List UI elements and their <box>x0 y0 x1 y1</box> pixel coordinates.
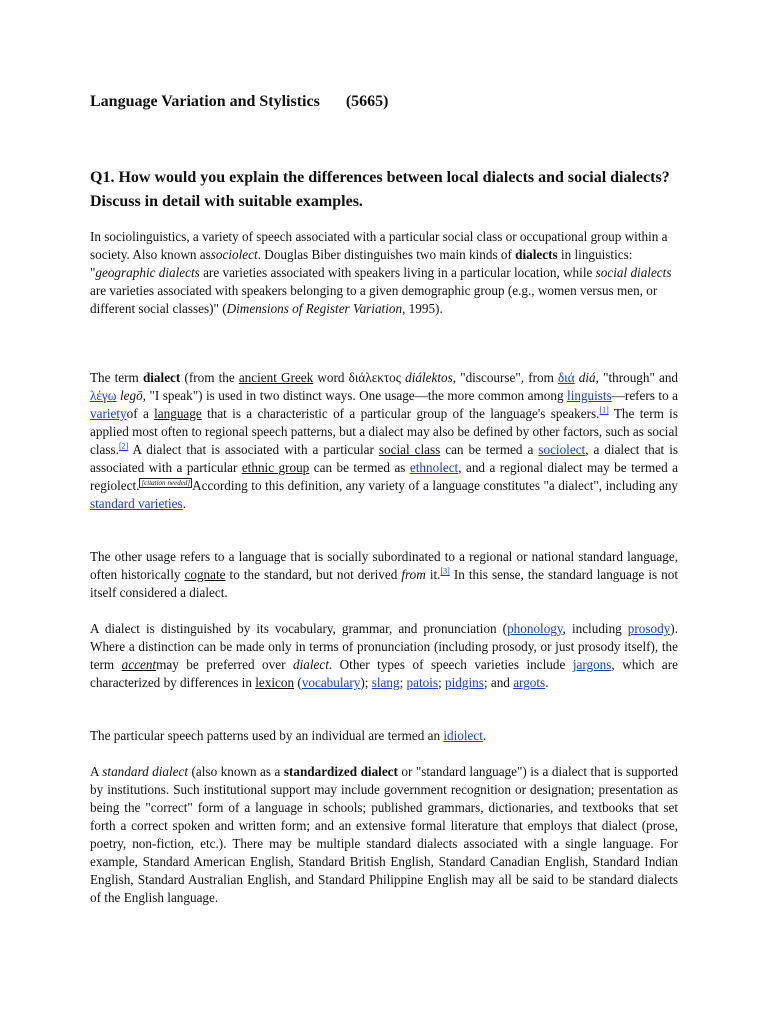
text: The term <box>90 370 143 385</box>
text: The other usage refers to a language that is socially subordinated to a regional or national standard language, often historically <box>90 549 678 582</box>
transliteration: legō <box>119 388 143 403</box>
text: A dialect is distinguished by its vocabulary, grammar, and pronunciation ( <box>90 621 508 636</box>
ethnic-group-link[interactable]: ethnic group <box>241 460 310 475</box>
text: or "standard language") is a dialect that is supported by institutions. Such institutional support may include government recognition or designation; presentation as being the "correct" form of a language in schools; published grammars, dictionaries, and textbooks that set forth a correct spoken and written form; and an extensive formal literature that employs that dialect (prose, poetry, non-fiction, etc.). There may be multiple standard dialects associated with a single language. For example, Standard American English, Standard British English, Standard Canadian English, Standard Indian English, Standard Australian English, and Standard Philippine English may all be said to be standard dialects of the English language. <box>90 764 679 905</box>
sociolect-link[interactable]: sociolect <box>538 442 586 457</box>
paragraph-dialect-definition <box>90 369 678 513</box>
ref-2-link[interactable]: [2] <box>118 441 129 451</box>
text: are varieties associated with speakers living in a particular location, while <box>199 265 596 280</box>
term-geographic-dialects: geographic dialects <box>95 265 200 280</box>
text: The particular speech patterns used by an individual are termed an <box>90 728 444 743</box>
accent-link[interactable]: accent <box>121 657 157 672</box>
document-title <box>90 93 388 111</box>
prosody-link[interactable]: prosody <box>627 621 671 636</box>
text: , a dialect that is associated with a particular <box>90 442 678 475</box>
vocabulary-link[interactable]: vocabulary <box>301 675 361 690</box>
term-sociolect: sociolect <box>210 247 258 262</box>
text: The term is applied most often to regional speech patterns, but a dialect may also be defined by other factors, such as social class. <box>90 406 678 457</box>
text: (also known as a <box>188 764 284 779</box>
phonology-link[interactable]: phonology <box>507 621 563 636</box>
text: , "through" and <box>595 370 679 385</box>
ref-1-link[interactable]: [1] <box>599 405 609 415</box>
paragraph-distinguished <box>90 620 678 692</box>
text: ( <box>294 675 302 690</box>
pidgins-link[interactable]: pidgins <box>445 675 484 690</box>
text: ); <box>360 675 372 690</box>
patois-link[interactable]: patois <box>406 675 439 690</box>
term-dialect: dialect <box>142 370 181 385</box>
ref-3-link[interactable]: [3] <box>440 566 450 576</box>
term-dialects: dialects <box>515 247 558 262</box>
text: In this sense, the standard language is not itself considered a dialect. <box>90 567 679 600</box>
term-standard-dialect: standard dialect <box>102 764 189 779</box>
argots-link[interactable]: argots <box>513 675 546 690</box>
course-code: (5665) <box>345 93 389 110</box>
cognate-link[interactable]: cognate <box>184 567 226 582</box>
text: ). Where a distinction can be made only in terms of pronunciation (including prosody, or just prosody itself), the term <box>90 621 678 672</box>
paragraph-other-usage <box>90 548 678 602</box>
text: , "I speak") is used in two distinct ways. One usage—the more common among <box>142 388 568 403</box>
idiolect-link[interactable]: idiolect <box>443 728 483 743</box>
dia-link[interactable]: διά <box>557 370 575 385</box>
text: that is a characteristic of a particular group of the language's speakers. <box>201 406 600 421</box>
greek-word: διάλεκτος <box>348 370 401 385</box>
text: , including <box>562 621 628 636</box>
text: ; and <box>483 675 514 690</box>
text: word <box>313 370 349 385</box>
paragraph-sociolect <box>90 228 678 318</box>
term-social-dialects: social dialects <box>595 265 672 280</box>
social-class-link[interactable]: social class <box>378 442 441 457</box>
course-title: Language Variation and Stylistics <box>90 93 320 110</box>
standard-varieties-link[interactable]: standard varieties <box>90 496 183 511</box>
text: of a <box>126 406 155 421</box>
text: —refers to a <box>611 388 679 403</box>
text: (from the <box>180 370 239 385</box>
lexicon-link[interactable]: lexicon <box>255 675 295 690</box>
citation-needed-tag[interactable]: [citation needed] <box>141 478 191 487</box>
text: ; <box>438 675 446 690</box>
text: . <box>545 675 549 690</box>
text: . <box>482 728 487 743</box>
text: are varieties associated with speakers belonging to a given demographic group (e.g., women versus men, or different social classes)" ( <box>90 283 658 316</box>
variety-link[interactable]: variety <box>90 406 127 421</box>
ref-3[interactable] <box>440 567 449 576</box>
text: to the standard, but not derived <box>225 567 402 582</box>
lego-link[interactable]: λέγω <box>90 388 117 403</box>
paragraph-idiolect <box>90 727 678 745</box>
transliteration: diá <box>578 370 596 385</box>
ancient-greek-link[interactable]: ancient Greek <box>238 370 314 385</box>
term-standardized-dialect: standardized dialect <box>283 764 398 779</box>
question-heading: Q1. How would you explain the differences between local dialects and social dialects? Discuss in detail with suitable examples. <box>90 169 670 210</box>
text: A dialect that is associated with a particular <box>128 442 379 457</box>
ref-1[interactable] <box>599 406 608 415</box>
text: . Other types of speech varieties include <box>328 657 573 672</box>
slang-link[interactable]: slang <box>371 675 400 690</box>
ethnolect-link[interactable]: ethnolect <box>409 460 459 475</box>
text: , 1995). <box>402 301 443 316</box>
book-title: Dimensions of Register Variation <box>226 301 403 316</box>
text: it. <box>425 567 441 582</box>
text: , and a regional dialect may be termed a regiolect. <box>90 460 678 493</box>
text: According to this definition, any variety of a language constitutes "a dialect", including any <box>192 478 679 493</box>
text: , "discourse", from <box>452 370 558 385</box>
text: . Douglas Biber distinguishes two main kinds of <box>257 247 516 262</box>
text: in linguistics: " <box>90 247 633 280</box>
jargons-link[interactable]: jargons <box>572 657 612 672</box>
text: , which are characterized by differences in <box>90 657 679 690</box>
text: . <box>182 496 186 511</box>
linguists-link[interactable]: linguists <box>567 388 612 403</box>
text: A <box>90 764 103 779</box>
term-dialect: dialect <box>292 657 329 672</box>
text: ; <box>399 675 407 690</box>
text: In sociolinguistics, a variety of speech associated with a particular social class or occupational group within a society. Also known as <box>90 229 668 262</box>
emphasis: from <box>401 567 426 582</box>
text: can be termed as <box>309 460 410 475</box>
paragraph-standard-dialect <box>90 763 678 907</box>
text: can be termed a <box>440 442 539 457</box>
transliteration: diálektos <box>405 370 453 385</box>
text: may be preferred over <box>156 657 293 672</box>
ref-2[interactable] <box>119 442 128 451</box>
language-link[interactable]: language <box>154 406 202 421</box>
